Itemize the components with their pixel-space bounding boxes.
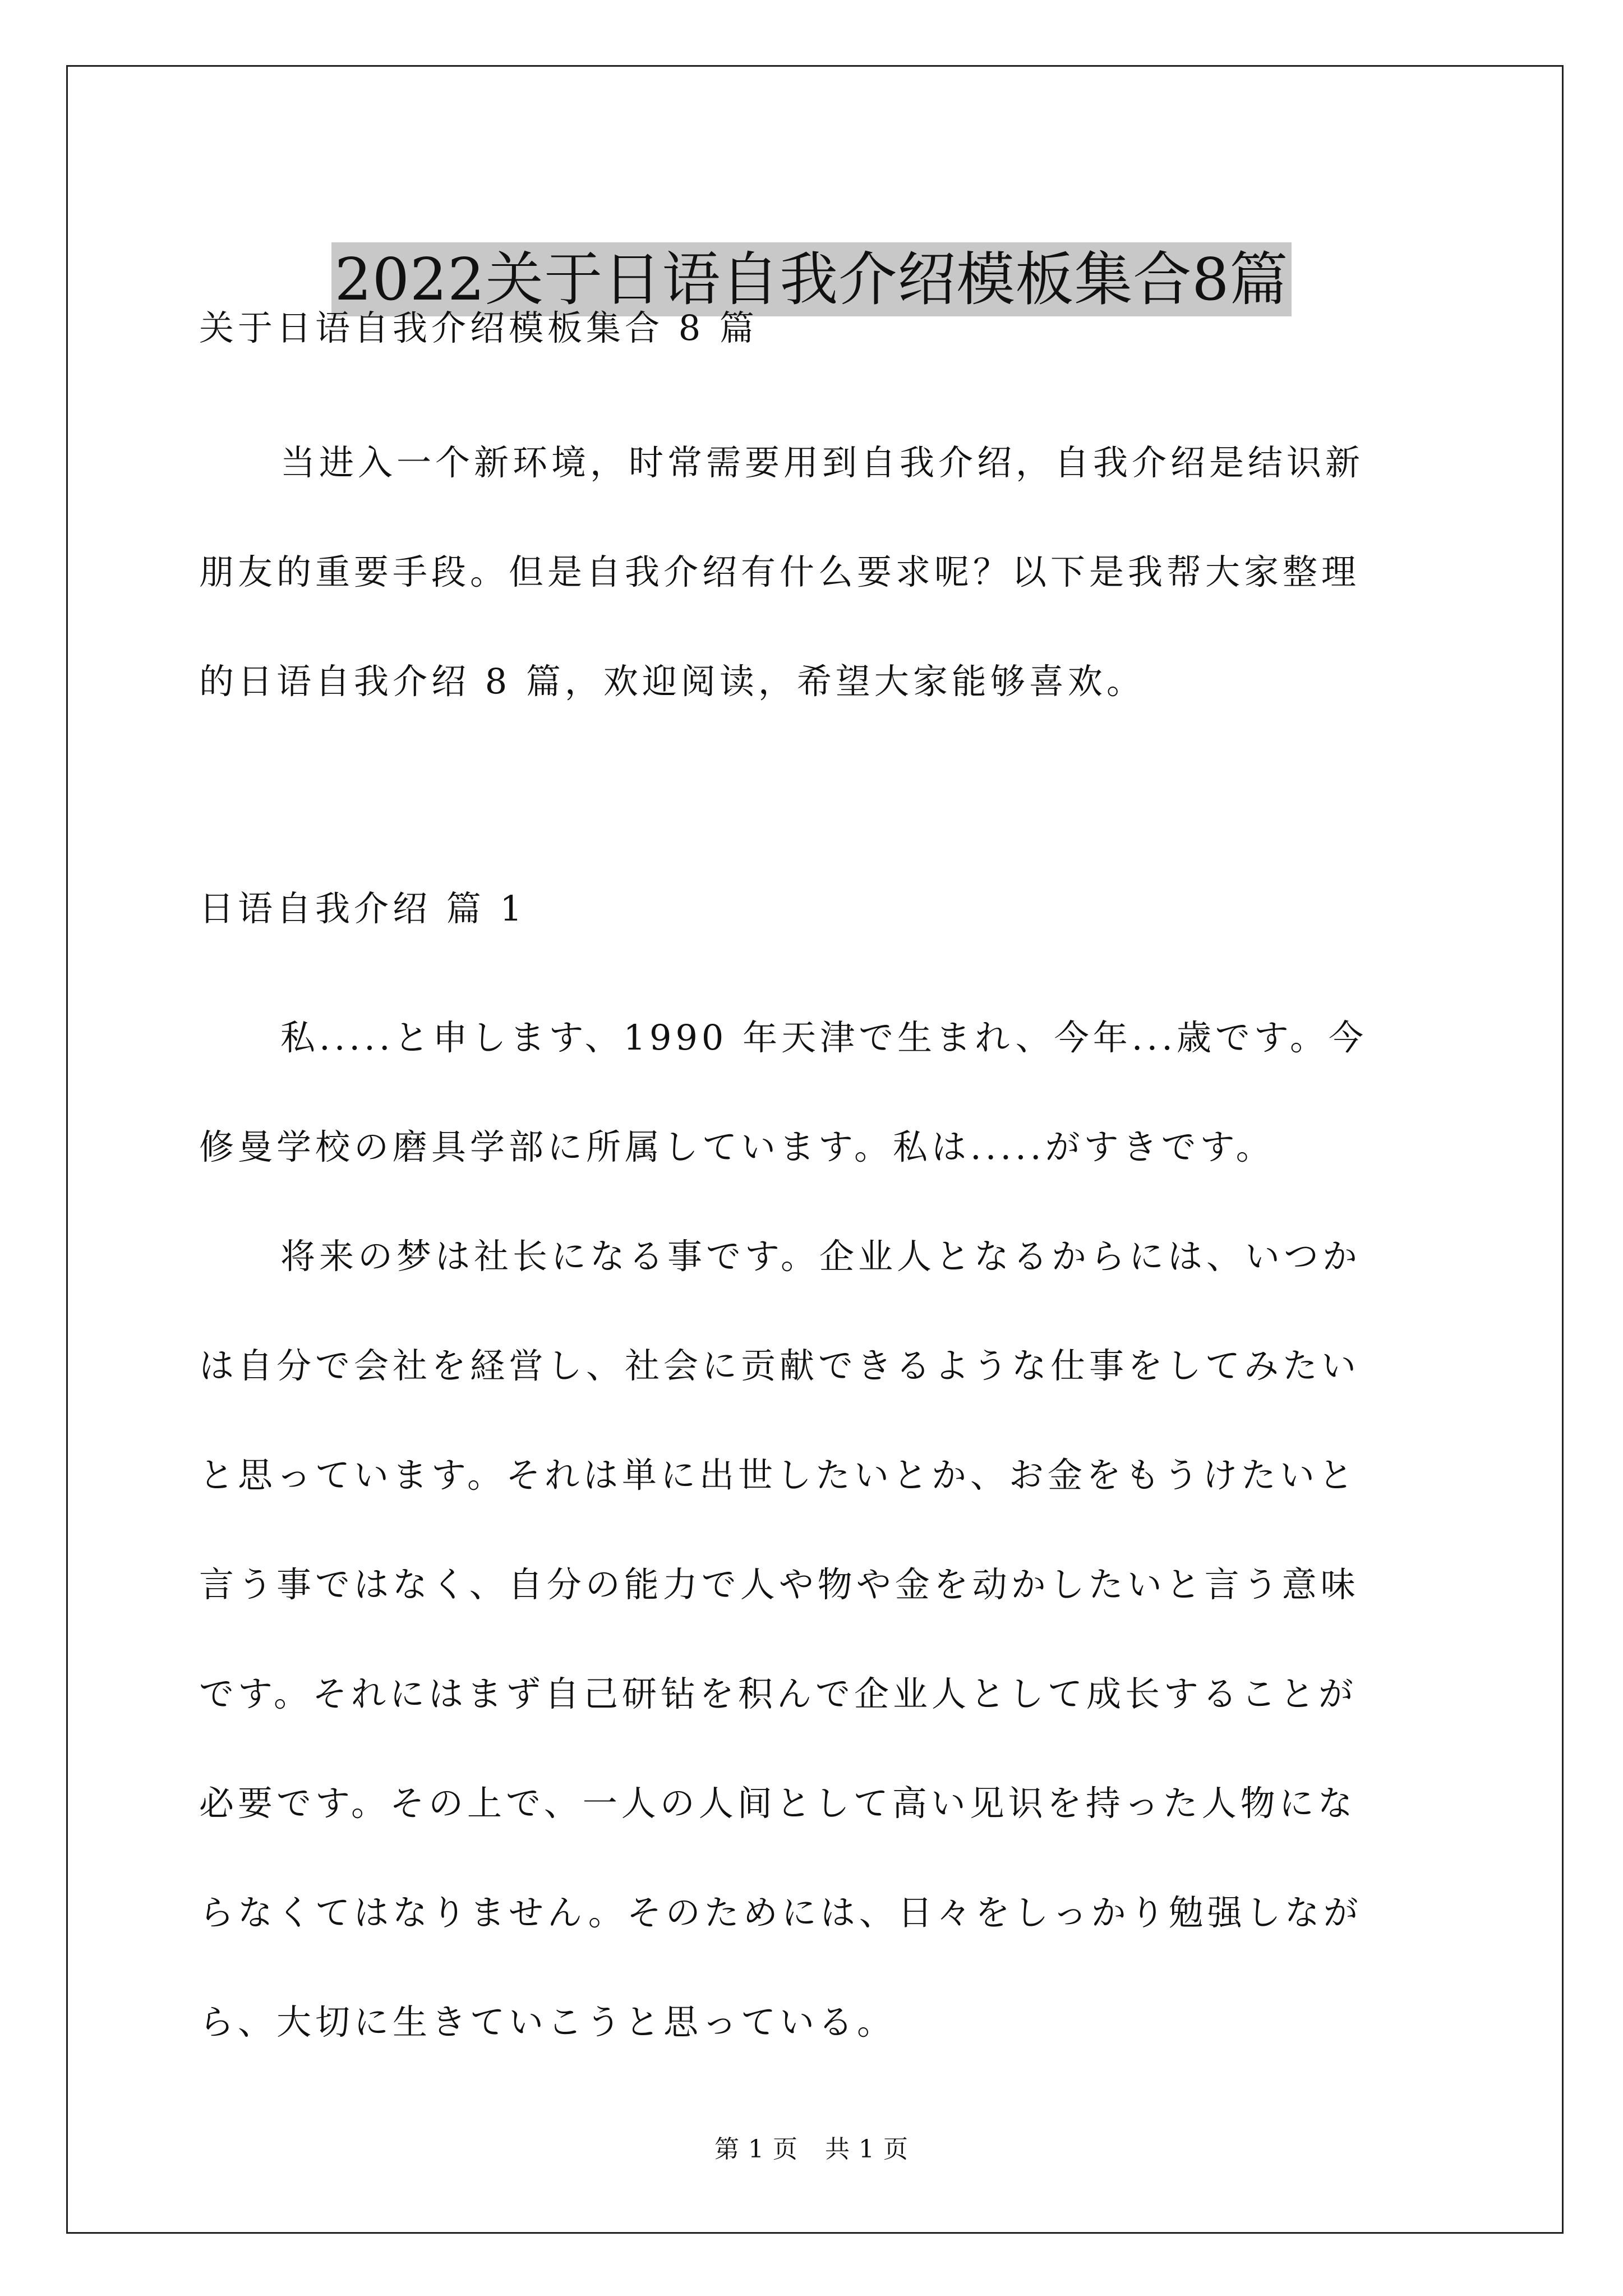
intro-line-1: 当进入一个新环境，时常需要用到自我介绍，自我介绍是结识新 (280, 442, 1364, 483)
para2-line-4: 言う事ではなく、自分の能力で人や物や金を动かしたいと言う意味 (199, 1564, 1359, 1605)
para2-line-1: 将来の梦は社长になる事です。企业人となるからには、いつか (280, 1236, 1362, 1277)
para2-line-6: 必要です。その上で、一人の人间として高い见识を持った人物にな (199, 1783, 1357, 1824)
page-number: 第 1 页 (714, 2135, 798, 2164)
para2-line-3: と思っています。それは単に出世したいとか、お金をもうけたいと (199, 1455, 1358, 1496)
section-heading: 日语自我介绍 篇 1 (199, 888, 526, 929)
page-total: 共 1 页 (825, 2135, 909, 2164)
intro-line-3: 的日语自我介绍 8 篇，欢迎阅读，希望大家能够喜欢。 (199, 661, 1145, 702)
para2-line-5: です。それにはまず自己研钻を积んで企业人として成长することが (199, 1673, 1358, 1714)
para2-line-2: は自分で会社を経営し、社会に贡献できるような仕事をしてみたい (199, 1345, 1361, 1386)
para1-line-1: 私.....と申します、1990 年天津で生まれ、今年...歳です。今 (280, 1017, 1367, 1058)
para2-line-8: ら、大切に生きていこうと思っている。 (199, 2001, 896, 2042)
para1-line-2: 修曼学校の磨具学部に所属しています。私は.....がすきです。 (199, 1126, 1275, 1167)
subtitle-line: 关于日语自我介绍模板集合 8 篇 (199, 307, 758, 348)
document-title: 2022关于日语自我介绍模板集合8篇 (331, 242, 1292, 316)
para2-line-7: らなくてはなりません。そのためには、日々をしっかり勉强しなが (199, 1892, 1362, 1933)
page-footer (0, 2129, 1623, 2165)
intro-line-2: 朋友的重要手段。但是自我介绍有什么要求呢？以下是我帮大家整理 (199, 551, 1361, 592)
